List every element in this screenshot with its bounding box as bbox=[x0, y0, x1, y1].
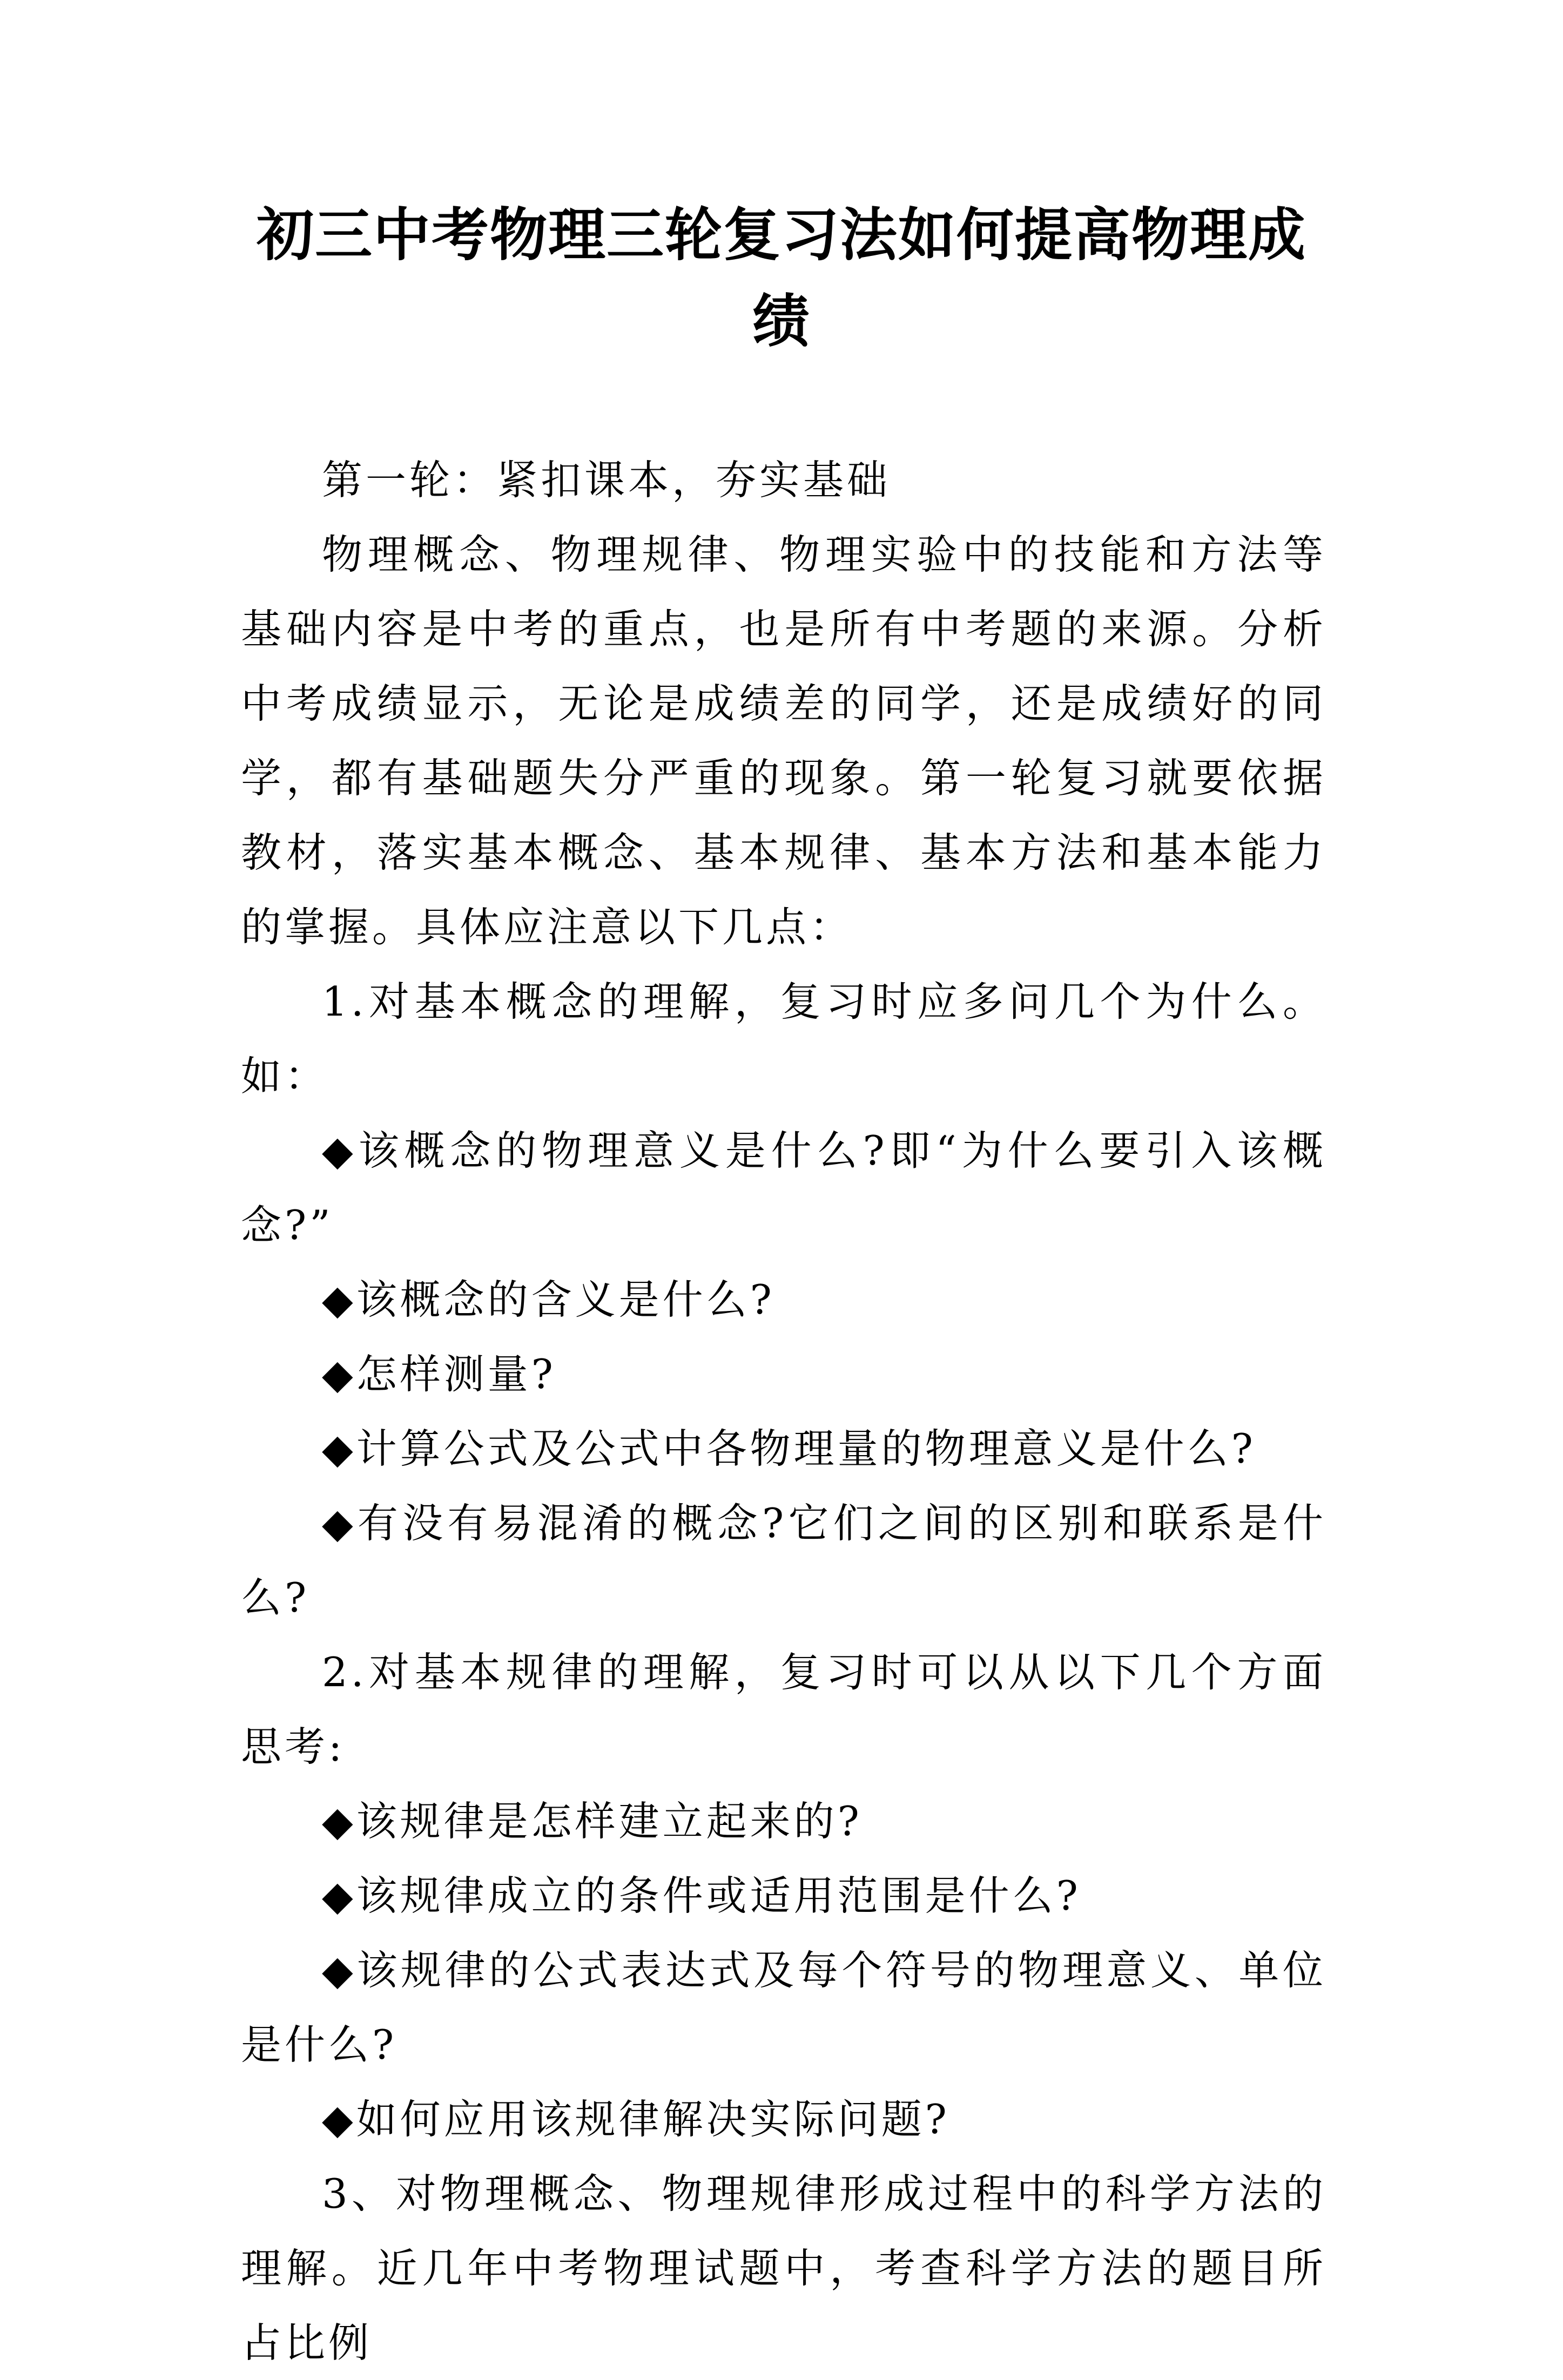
title-line-2: 绩 bbox=[752, 287, 811, 355]
title-line-1: 初三中考物理三轮复习法如何提高物理成 bbox=[257, 201, 1306, 268]
bullet-item: ◆该规律是怎样建立起来的? bbox=[322, 1797, 863, 1845]
list-heading-laws: 2.对基本规律的理解，复习时可以从以下几个方面思考: bbox=[241, 1648, 1326, 1770]
bullet-item: ◆怎样测量? bbox=[322, 1350, 556, 1398]
bullet-item: ◆该概念的含义是什么? bbox=[322, 1276, 775, 1323]
bullet-item: ◆计算公式及公式中各物理量的物理意义是什么? bbox=[322, 1425, 1256, 1472]
document-title bbox=[227, 192, 1336, 364]
document-body bbox=[241, 443, 1326, 2380]
bullet-item: ◆该规律的公式表达式及每个符号的物理意义、单位是什么? bbox=[241, 1946, 1326, 2068]
paragraph-intro: 物理概念、物理规律、物理实验中的技能和方法等基础内容是中考的重点，也是所有中考题的来源。分析中考成绩显示，无论是成绩差的同学，还是成绩好的同学，都有基础题失分严重的现象。第一轮复习就要依据教材，落实基本概念、基本规律、基本方法和基本能力的掌握。具体应注意以下几点： bbox=[241, 531, 1326, 951]
list-heading-concepts: 1.对基本概念的理解，复习时应多问几个为什么。如： bbox=[241, 978, 1326, 1100]
bullet-item: ◆该概念的物理意义是什么?即“为什么要引入该概念?” bbox=[241, 1127, 1326, 1249]
paragraph-scientific-method: 3、对物理概念、物理规律形成过程中的科学方法的理解。近几年中考物理试题中，考查科学方法的题目所占比例 bbox=[241, 2170, 1326, 2367]
bullet-item: ◆有没有易混淆的概念?它们之间的区别和联系是什么? bbox=[241, 1499, 1326, 1621]
bullet-item: ◆如何应用该规律解决实际问题? bbox=[322, 2095, 950, 2143]
section-heading-round-one: 第一轮：紧扣课本，夯实基础 bbox=[322, 456, 891, 504]
bullet-item: ◆该规律成立的条件或适用范围是什么? bbox=[322, 1872, 1081, 1919]
